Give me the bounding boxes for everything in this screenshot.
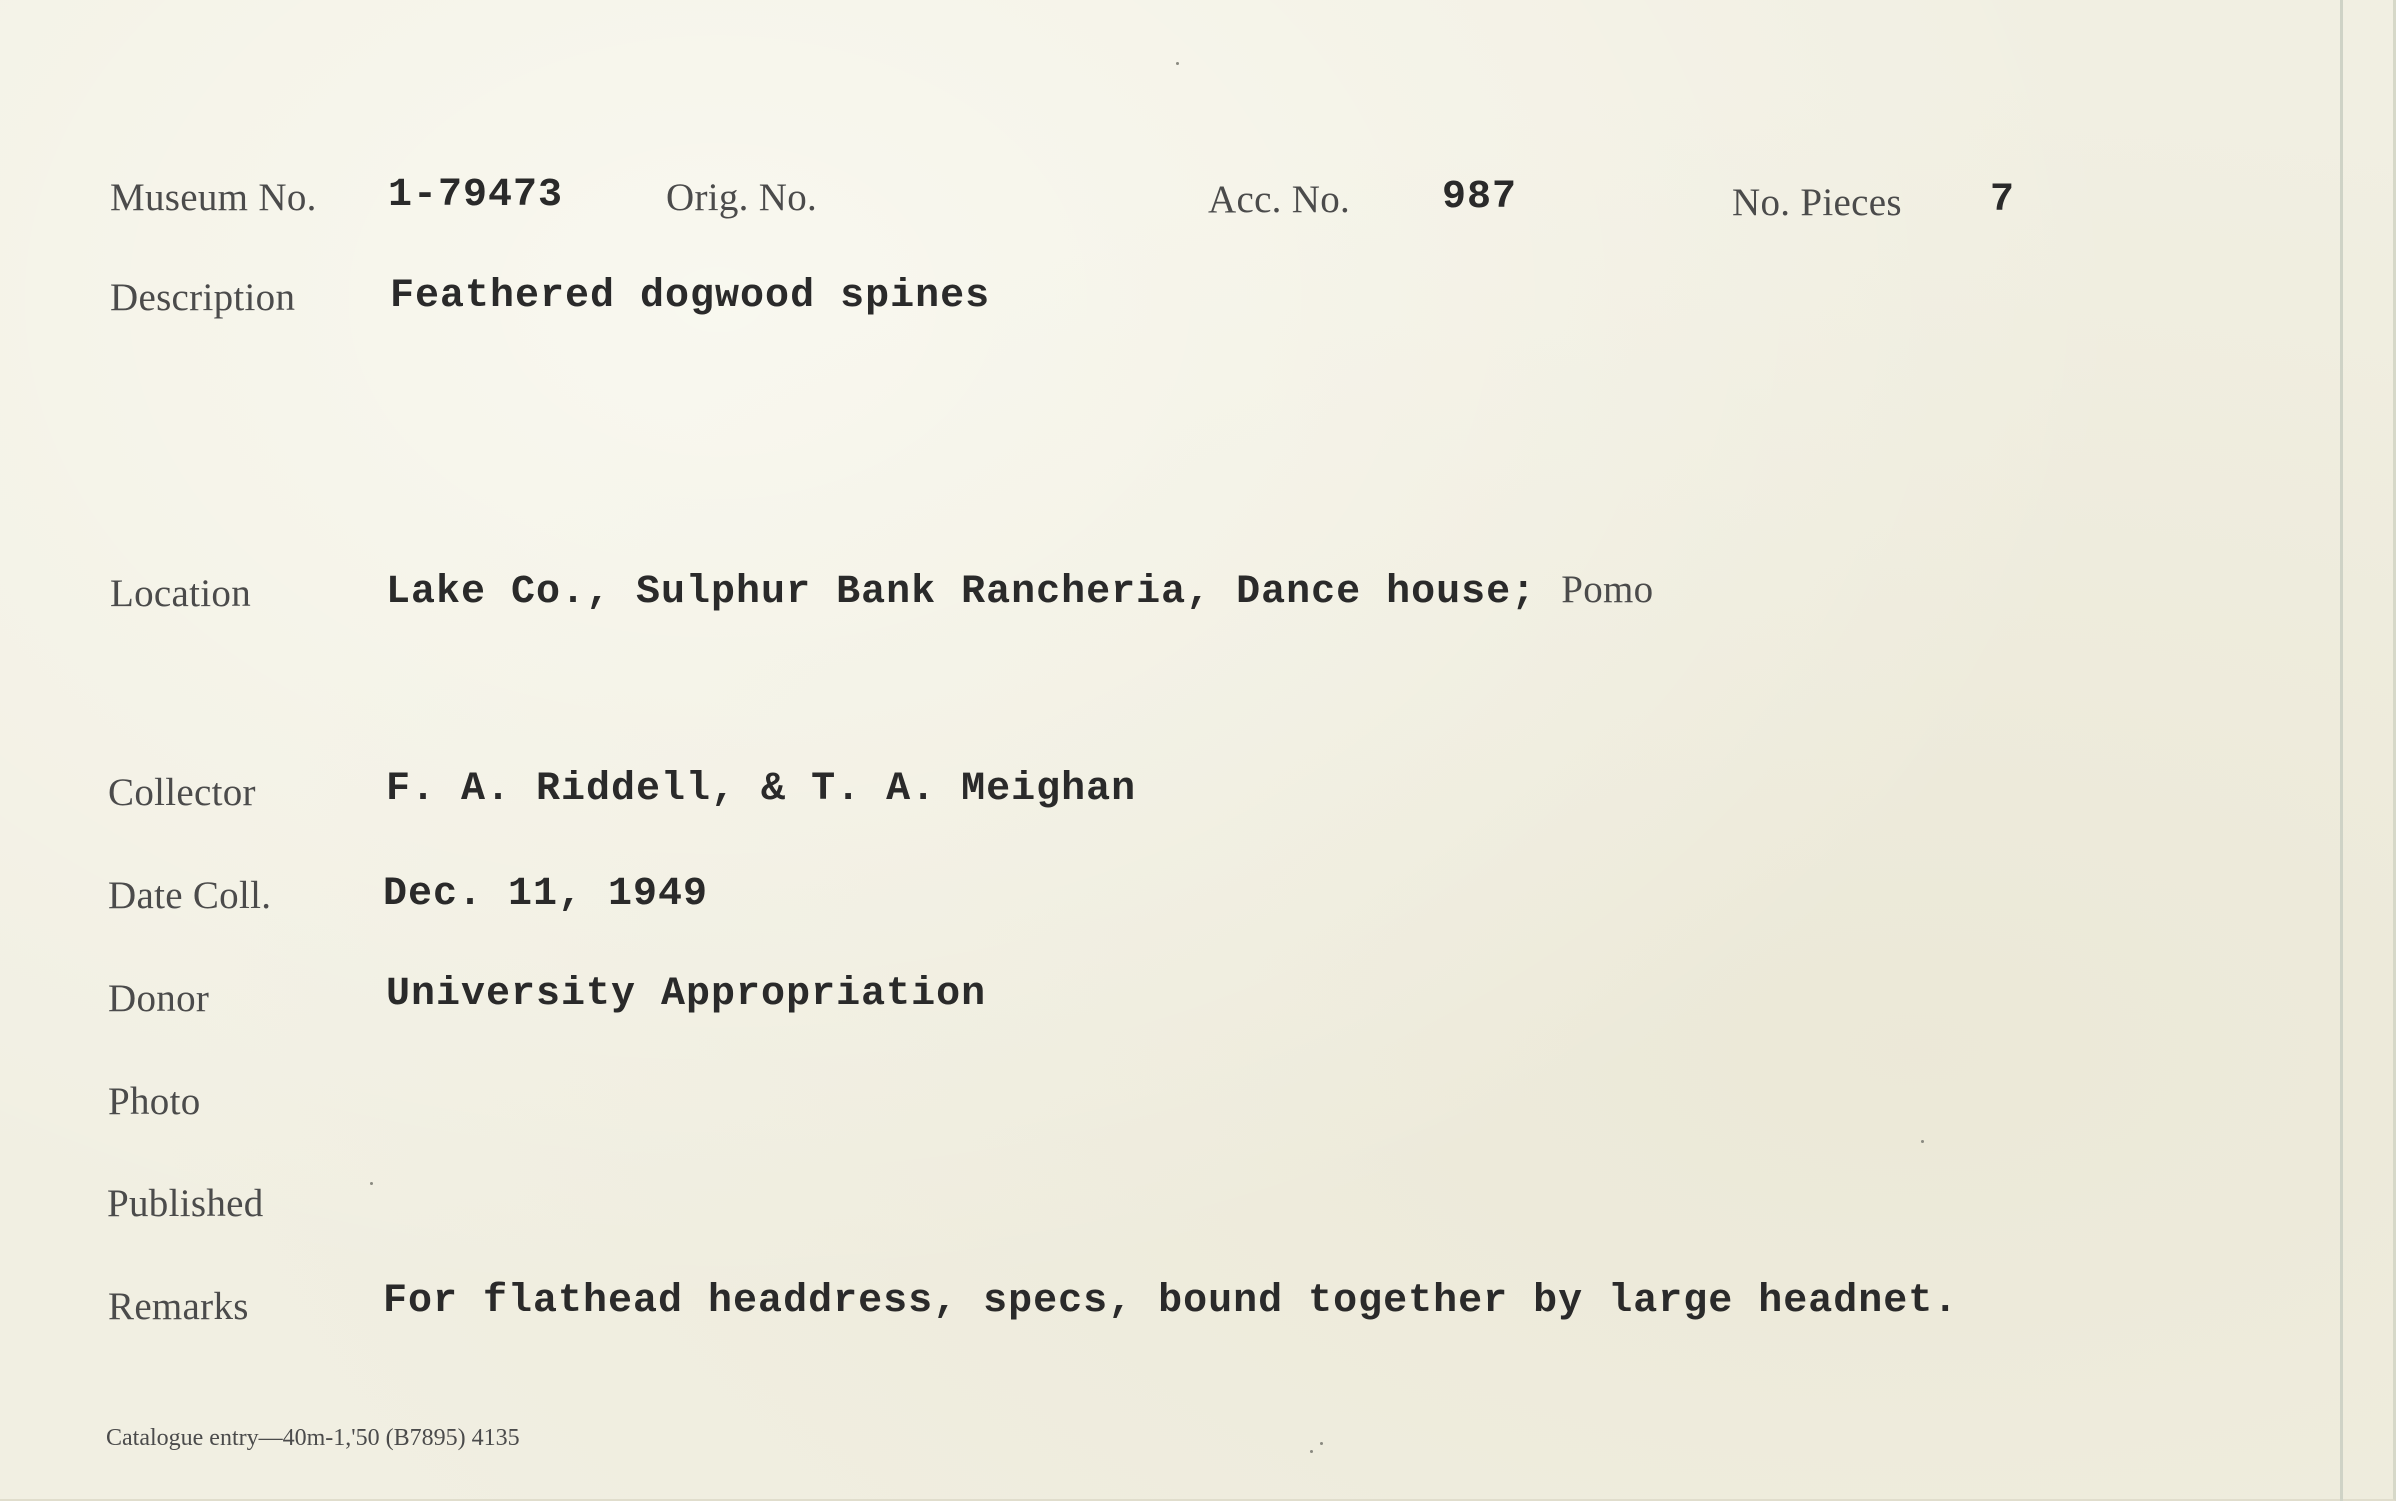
photo-label: Photo [108,1080,201,1123]
paper-speck [370,1182,373,1185]
paper-speck [1176,62,1179,65]
location-label: Location [110,572,252,615]
published-label: Published [107,1182,264,1225]
paper-speck [1921,1140,1924,1143]
date-coll-value: Dec. 11, 1949 [383,872,709,917]
collector-label: Collector [108,771,256,814]
date-coll-label: Date Coll. [108,874,272,917]
catalogue-entry-footer: Catalogue entry—40m-1,'50 (B7895) 4135 [106,1425,520,1451]
location-value [386,567,1653,615]
paper-speck [1310,1450,1313,1453]
no-pieces-value: 7 [1990,178,2016,223]
paper-speck [1320,1442,1323,1445]
museum-no-label: Museum No. [110,176,317,219]
remarks-value: For flathead headdress, specs, bound together by large headnet. [383,1279,1959,1324]
collector-value: F. A. Riddell, & T. A. Meighan [386,767,1137,812]
orig-no-label: Orig. No. [666,176,818,219]
acc-no-label: Acc. No. [1208,178,1351,221]
location-tribe: Pomo [1561,568,1654,611]
description-value: Feathered dogwood spines [390,274,991,319]
no-pieces-label: No. Pieces [1732,181,1902,224]
card-edge-line [2340,0,2343,1501]
description-label: Description [110,276,296,319]
museum-no-value: 1-79473 [388,173,564,218]
acc-no-value: 987 [1442,175,1518,220]
location-text: Lake Co., Sulphur Bank Rancheria, Dance house; [386,570,1537,615]
donor-value: University Appropriation [386,972,987,1017]
donor-label: Donor [108,977,210,1020]
remarks-label: Remarks [108,1285,249,1328]
